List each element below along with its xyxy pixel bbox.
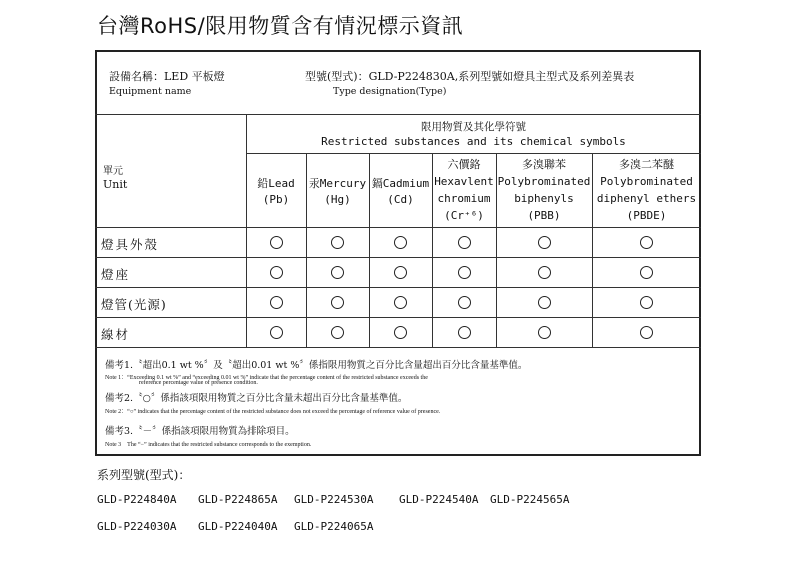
note-2-zh: 備考2.〝○〞係指該項限用物質之百分比含量未超出百分比含量基準值。 xyxy=(105,393,408,404)
column-header-line: (PBB) xyxy=(527,209,561,222)
compliant-mark xyxy=(270,326,283,339)
compliant-mark xyxy=(538,326,551,339)
compliant-mark xyxy=(640,296,653,309)
row-divider xyxy=(95,317,701,318)
row-label-lamp-housing: 燈具外殼 xyxy=(101,237,160,252)
column-header-line: 多溴聯苯 xyxy=(522,158,566,171)
compliant-mark xyxy=(394,296,407,309)
series-model: GLD-P224065A xyxy=(294,520,374,533)
column-header-line: biphenyls xyxy=(514,192,574,205)
restricted-substances-header-zh: 限用物質及其化學符號 xyxy=(421,121,526,133)
column-header-line: 多溴二苯醚 xyxy=(619,158,674,171)
series-model: GLD-P224530A xyxy=(294,493,374,506)
compliant-mark xyxy=(331,236,344,249)
header-bottom-border xyxy=(95,227,701,228)
column-header-cadmium xyxy=(369,176,432,208)
compliant-mark xyxy=(538,236,551,249)
column-header-line: 鎘Cadmium xyxy=(371,177,430,190)
column-header-pbb xyxy=(496,156,592,224)
restricted-substances-header-en: Restricted substances and its chemical symbols xyxy=(321,135,626,148)
column-header-line: Hexavlent xyxy=(434,175,494,188)
column-header-line: (Pb) xyxy=(262,193,290,206)
series-models-heading: 系列型號(型式)： xyxy=(97,468,191,482)
unit-header-en: Unit xyxy=(103,178,128,191)
compliant-mark xyxy=(640,266,653,279)
row-label-tube-light-source: 燈管(光源) xyxy=(101,297,167,312)
unit-header-zh: 單元 xyxy=(103,166,123,177)
column-divider xyxy=(246,114,247,347)
compliant-mark xyxy=(331,296,344,309)
compliant-mark xyxy=(394,236,407,249)
column-header-line: diphenyl ethers xyxy=(596,192,697,205)
note-1-en-continued: reference percentage value of presence condition. xyxy=(139,380,258,386)
type-designation-en: Type designation(Type) xyxy=(333,86,447,97)
rohs-declaration-sheet xyxy=(95,50,701,456)
row-divider xyxy=(95,287,701,288)
column-header-line: (Hg) xyxy=(324,193,351,206)
column-header-line: Polybrominated xyxy=(600,175,693,188)
note-3-zh: 備考3.〝－〞係指該項限用物質為排除項目。 xyxy=(105,426,295,437)
series-model: GLD-P224565A xyxy=(490,493,570,506)
column-header-line: 六價鉻 xyxy=(447,158,481,171)
compliant-mark xyxy=(458,236,471,249)
series-model: GLD-P224040A xyxy=(198,520,278,533)
compliant-mark xyxy=(458,266,471,279)
compliant-mark xyxy=(331,326,344,339)
compliant-mark xyxy=(331,266,344,279)
row-divider xyxy=(95,257,701,258)
compliant-mark xyxy=(394,266,407,279)
compliant-mark xyxy=(538,266,551,279)
equipment-name-en: Equipment name xyxy=(109,86,192,97)
compliant-mark xyxy=(270,266,283,279)
column-header-hexavalent-chromium xyxy=(432,156,496,224)
column-header-line: chromium xyxy=(437,192,491,205)
page-title: 台灣RoHS/限用物質含有情況標示資訊 xyxy=(97,14,464,38)
compliant-mark xyxy=(458,326,471,339)
column-header-lead xyxy=(246,176,306,208)
series-model: GLD-P224865A xyxy=(198,493,278,506)
compliant-mark xyxy=(394,326,407,339)
column-header-mercury xyxy=(306,176,369,208)
row-label-lamp-base: 燈座 xyxy=(101,267,131,282)
compliant-mark xyxy=(458,296,471,309)
column-header-line: 鉛Lead xyxy=(257,177,295,190)
note-2-en: Note 2：“○” indicates that the percentage content of the restricted substance does not exceed the percentage of reference value of presence. xyxy=(105,409,441,415)
equipment-name-zh: 設備名稱：LED 平板燈 xyxy=(109,70,225,83)
type-designation-zh: 型號(型式)：GLD-P224830A,系列型號如燈具主型式及系列差異表 xyxy=(305,70,635,83)
compliant-mark xyxy=(270,296,283,309)
series-model: GLD-P224030A xyxy=(97,520,177,533)
series-model: GLD-P224840A xyxy=(97,493,177,506)
table-top-border xyxy=(95,114,701,115)
note-1-zh: 備考1.〝超出0.1 wt %〞及〝超出0.01 wt %〞係指限用物質之百分比含量超出百分比含量基準值。 xyxy=(105,360,528,371)
note-1-en: Note 1：“Exceeding 0.1 wt %” and “exceeding 0.01 wt %” indicate that the percentage content of the restricted substance exceeds the xyxy=(105,375,428,381)
column-header-pbde xyxy=(592,156,701,224)
column-header-line: (Cr⁺⁶) xyxy=(444,209,484,222)
compliant-mark xyxy=(270,236,283,249)
column-header-line: (Cd) xyxy=(387,193,414,206)
column-header-line: 汞Mercury xyxy=(308,177,367,190)
compliant-mark xyxy=(640,236,653,249)
table-bottom-border xyxy=(95,347,701,348)
note-3-en: Note 3 The “−” indicates that the restricted substance corresponds to the exemption. xyxy=(105,442,312,448)
series-model: GLD-P224540A xyxy=(399,493,479,506)
column-header-line: Polybrominated xyxy=(497,175,591,188)
compliant-mark xyxy=(538,296,551,309)
row-label-wire: 線材 xyxy=(101,327,131,342)
header-divider xyxy=(246,153,701,154)
compliant-mark xyxy=(640,326,653,339)
column-header-line: (PBDE) xyxy=(626,209,667,222)
